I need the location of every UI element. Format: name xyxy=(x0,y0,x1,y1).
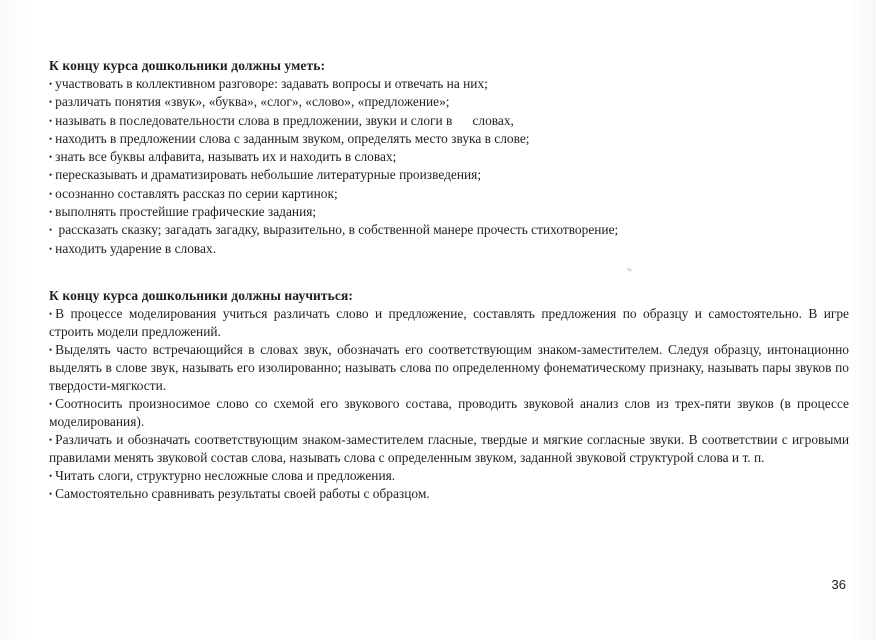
scan-speck xyxy=(627,267,633,272)
list-item xyxy=(49,467,849,485)
skills-heading: К концу курса дошкольники должны уметь: xyxy=(49,58,326,73)
learn-section xyxy=(49,288,849,503)
bullet-icon: • xyxy=(49,345,53,355)
list-item xyxy=(49,485,849,503)
list-item xyxy=(49,431,849,467)
list-item-text: выполнять простейшие графические задания; xyxy=(55,204,317,220)
list-item-text: находить в предложении слова с заданным звуком, определять место звука в слове; xyxy=(55,130,530,146)
bullet-icon: • xyxy=(49,471,53,481)
list-item xyxy=(49,130,849,148)
bullet-icon: • xyxy=(49,79,53,89)
list-item xyxy=(49,240,849,258)
learn-heading: К концу курса дошкольники должны научиться: xyxy=(49,288,353,303)
list-item xyxy=(49,395,849,431)
list-item-text: осознанно составлять рассказ по серии картинок; xyxy=(55,185,338,201)
list-item-text: различать понятия «звук», «буква», «слог», «слово», «предложение»; xyxy=(55,94,450,110)
list-item-text: находить ударение в словах. xyxy=(55,240,217,256)
bullet-icon: • xyxy=(49,170,53,181)
list-item xyxy=(49,75,849,93)
list-item xyxy=(49,166,849,184)
bullet-icon: • xyxy=(49,309,53,319)
bullet-icon: • xyxy=(49,188,53,199)
list-item-text: участвовать в коллективном разговоре: задавать вопросы и отвечать на них; xyxy=(55,76,488,91)
list-item-text: пересказывать и драматизировать небольшие литературные произведения; xyxy=(55,167,482,183)
list-item xyxy=(49,185,849,203)
skills-list xyxy=(49,75,849,258)
list-item xyxy=(49,341,849,395)
bullet-icon: • xyxy=(49,133,53,144)
bullet-icon: • xyxy=(49,115,53,126)
bullet-icon: • xyxy=(49,97,53,108)
list-item-text: рассказать сказку; загадать загадку, выразительно, в собственной манере прочесть стихотворение; xyxy=(55,222,619,238)
list-item-text: В процессе моделирования учиться различать слово и предложение, составлять предложения по образцу и самостоятельно. В игре строить модели предложений. xyxy=(49,306,849,339)
page-number: 36 xyxy=(831,577,846,592)
bullet-icon: • xyxy=(49,243,53,254)
bullet-icon: • xyxy=(49,435,53,445)
bullet-icon: • xyxy=(49,489,53,499)
bullet-icon: • xyxy=(49,225,53,236)
bullet-icon: • xyxy=(49,399,53,409)
list-item xyxy=(49,203,849,221)
list-item-text: Соотносить произносимое слово со схемой его звукового состава, проводить звуковой анализ слов из трех-пяти звуков (в процессе моделирования). xyxy=(49,396,849,429)
list-item-text: знать все буквы алфавита, называть их и находить в словах; xyxy=(55,149,397,165)
list-item xyxy=(49,93,849,111)
list-item xyxy=(49,148,849,166)
list-item xyxy=(49,112,849,130)
list-item xyxy=(49,221,849,239)
skills-section xyxy=(49,58,849,258)
list-item-text: называть в последовательности слова в предложении, звуки и слоги в словах, xyxy=(55,112,514,128)
list-item-text: Выделять часто встречающийся в словах звук, обозначать его соответствующим знаком-заместителем. Следуя образцу, интонационно выделять в слове звук, называть его изолированно; называть слова по определенному фонематическому признаку, называть пары звуков по твердости-мягкости. xyxy=(49,342,849,393)
list-item xyxy=(49,305,849,341)
list-item-text: Читать слоги, структурно несложные слова и предложения. xyxy=(55,468,396,483)
bullet-icon: • xyxy=(49,152,53,163)
list-item-text: Самостоятельно сравнивать результаты своей работы с образцом. xyxy=(55,486,430,501)
bullet-icon: • xyxy=(49,207,53,218)
learn-list xyxy=(49,305,849,503)
list-item-text: Различать и обозначать соответствующим знаком-заместителем гласные, твердые и мягкие согласные звуки. В соответствии с игровыми правилами менять звуковой состав слова, называть слова с определенным звуком, заданной звуковой структурой слова и т. п. xyxy=(49,432,849,465)
